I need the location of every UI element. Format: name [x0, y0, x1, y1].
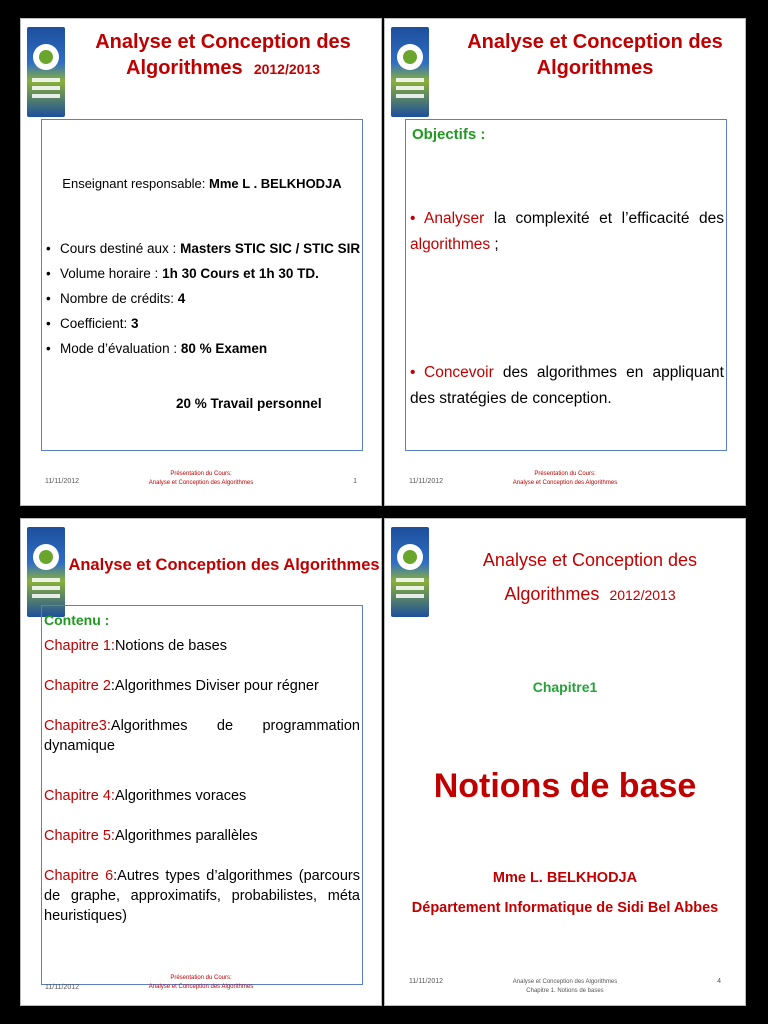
footer-course [385, 978, 745, 995]
footer-date: 11/11/2012 [45, 984, 79, 991]
chapter-title: Notions de base [433, 767, 697, 805]
keyword: algorithmes [410, 236, 491, 253]
content-box [41, 605, 363, 985]
keyword: Concevoir [424, 364, 494, 381]
footer-line-2: Chapitre 1. Notions de bases [526, 987, 604, 994]
footer-date: 11/11/2012 [409, 978, 443, 985]
chapter-label: Chapitre1 [532, 679, 598, 695]
slide-2 [384, 18, 746, 506]
slide-4 [384, 518, 746, 1006]
chapter-text: :Algorithmes Diviser pour régner [110, 678, 319, 694]
footer-line-2: Analyse et Conception des Algorithmes [512, 479, 618, 486]
author-name: Mme L. BELKHODJA [492, 870, 638, 886]
item-label: Coefficient: [60, 316, 132, 331]
title-line-2: Algorithmes [126, 57, 243, 79]
chapter-text: Algorithmes parallèles [114, 828, 258, 844]
item-value: 4 [177, 291, 186, 306]
list-item [46, 236, 360, 261]
title-line-1: Analyse et Conception des [95, 31, 351, 53]
contents-heading: Contenu : [44, 612, 110, 628]
chapter-label: Chapitre 2 [44, 678, 111, 694]
university-logo [391, 27, 429, 117]
chapter-text: Notions de bases [114, 638, 227, 654]
chapter-text: :Autres types d’algorithmes (parcours de graphe, approximatifs, probabilistes, méta heuristiques) [44, 868, 360, 924]
footer-date: 11/11/2012 [45, 478, 79, 485]
teacher-name: Mme L . BELKHODJA [209, 176, 342, 191]
footer-line-1: Présentation du Cours: [170, 471, 232, 478]
chapter-item [44, 716, 360, 756]
item-value: Masters STIC SIC / STIC SIR [180, 241, 361, 256]
department: Département Informatique de Sidi Bel Abbes [411, 900, 719, 916]
title-year: 2012/2013 [253, 61, 320, 77]
footer-course [21, 974, 381, 991]
chapter-label: Chapitre 5: [44, 828, 115, 844]
item-value: 3 [131, 316, 139, 331]
teacher-line [42, 176, 362, 191]
list-item [46, 311, 360, 336]
chapter-label: Chapitre 1: [44, 638, 115, 654]
chapter-item [44, 636, 360, 656]
list-item [46, 336, 360, 361]
footer-date: 11/11/2012 [409, 478, 443, 485]
title-line-2: Algorithmes [536, 57, 654, 79]
page-number: 4 [717, 978, 721, 985]
chapter-label: Chapitre 6 [44, 868, 114, 884]
keyword: Analyser [424, 210, 485, 227]
title-line-1: Analyse et Conception des [482, 550, 698, 570]
slide-title: Analyse et Conception des Algorithmes [68, 556, 380, 574]
list-item [46, 286, 360, 311]
slide-1 [20, 18, 382, 506]
text: la complexité et l’efficacité des [484, 210, 724, 227]
text: des algorithmes en appliquant des stratégies de conception. [410, 364, 724, 407]
course-info-list [46, 236, 360, 361]
chapter-item [44, 826, 360, 846]
chapter-label: Chapitre 4: [44, 788, 115, 804]
chapter-text: Algorithmes voraces [114, 788, 247, 804]
university-logo [391, 527, 429, 617]
eval-line-2: 20 % Travail personnel [176, 396, 322, 411]
university-logo [27, 527, 65, 617]
list-item [46, 261, 360, 286]
title-line-1: Analyse et Conception des [467, 31, 723, 53]
footer-line-2: Analyse et Conception des Algorithmes [148, 983, 254, 990]
footer-course [21, 470, 381, 487]
slide-title [71, 29, 375, 81]
footer-line-1: Présentation du Cours: [534, 471, 596, 478]
page-number: 1 [353, 478, 357, 485]
text: ; [490, 236, 499, 253]
footer-line-1: Analyse et Conception des Algorithmes [512, 979, 618, 986]
item-value: 1h 30 Cours et 1h 30 TD. [162, 266, 319, 281]
title-year: 2012/2013 [609, 587, 676, 603]
content-box [41, 119, 363, 451]
item-label: Volume horaire : [60, 266, 163, 281]
chapter-item [44, 786, 360, 806]
content-box [405, 119, 727, 451]
objective-2: • Concevoir des algorithmes en appliquant des stratégies de conception. [410, 364, 724, 407]
footer-course [385, 470, 745, 487]
slide-title [445, 29, 745, 81]
objectives-heading: Objectifs : [412, 126, 486, 143]
item-label: Mode d’évaluation : [60, 341, 181, 356]
slide-3 [20, 518, 382, 1006]
item-value: 80 % Examen [180, 341, 268, 356]
item-label: Nombre de crédits: [60, 291, 178, 306]
slide-title [435, 543, 745, 612]
title-line-2: Algorithmes [504, 584, 600, 604]
chapter-text: Algorithmes de programmation dynamique [44, 718, 360, 754]
author-block [385, 863, 745, 923]
objective-1: • Analyser la complexité et l’efficacité des algorithmes ; [410, 210, 724, 253]
teacher-label: Enseignant responsable: [62, 176, 210, 191]
footer-line-2: Analyse et Conception des Algorithmes [148, 479, 254, 486]
university-logo [27, 27, 65, 117]
chapter-label: Chapitre3: [44, 718, 111, 734]
footer-line-1: Présentation du Cours: [170, 975, 232, 982]
item-label: Cours destiné aux : [60, 241, 181, 256]
chapter-item [44, 676, 360, 696]
chapter-item [44, 866, 360, 926]
